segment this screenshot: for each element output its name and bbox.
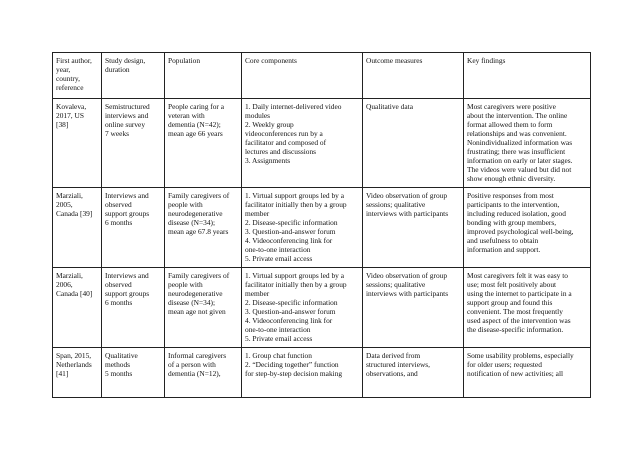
cell-population: People caring for a veteran with dementia (N=42); mean age 66 years: [165, 99, 242, 188]
cell-design: Qualitative methods 5 months: [102, 348, 165, 398]
header-author: First author, year, country, reference: [53, 53, 102, 99]
table-row: [53, 188, 591, 268]
cell-outcomes: Qualitative data: [363, 99, 464, 188]
cell-author: Marziali, 2005, Canada [39]: [53, 188, 102, 268]
cell-population: Family caregivers of people with neurodegenerative disease (N=34); mean age not given: [165, 268, 242, 348]
cell-author: Marziali, 2006, Canada [40]: [53, 268, 102, 348]
studies-table: [52, 52, 591, 398]
header-findings: Key findings: [464, 53, 591, 99]
cell-components: 1. Virtual support groups led by a facilitator initially then by a group member 2. Disease-specific information 3. Question-and-answer forum 4. Videoconferencing link for one-to-one interaction 5. Private email access: [242, 188, 363, 268]
cell-population: Informal caregivers of a person with dementia (N=12),: [165, 348, 242, 398]
cell-design: Interviews and observed support groups 6 months: [102, 268, 165, 348]
table-row: [53, 348, 591, 398]
cell-author: Kovaleva, 2017, US [38]: [53, 99, 102, 188]
cell-findings: Some usability problems, especially for older users; requested notification of new activities; all: [464, 348, 591, 398]
cell-design: Semistructured interviews and online survey 7 weeks: [102, 99, 165, 188]
cell-findings: Most caregivers were positive about the intervention. The online format allowed them to form relationships and was convenient. Nonindividualized information was frustrating; there was insufficient information on early or later stages. The videos were valued but did not show enough ethnic diversity.: [464, 99, 591, 188]
table-header-row: [53, 53, 591, 99]
cell-components: 1. Virtual support groups led by a facilitator initially then by a group member 2. Disease-specific information 3. Question-and-answer forum 4. Videoconferencing link for one-to-one interaction 5. Private email access: [242, 268, 363, 348]
cell-outcomes: Video observation of group sessions; qualitative interviews with participants: [363, 268, 464, 348]
header-outcomes: Outcome measures: [363, 53, 464, 99]
cell-design: Interviews and observed support groups 6 months: [102, 188, 165, 268]
cell-outcomes: Data derived from structured interviews, observations, and: [363, 348, 464, 398]
cell-findings: Positive responses from most participants to the intervention, including reduced isolation, good bonding with group members, improved psychological well-being, and usefulness to obtain information and support.: [464, 188, 591, 268]
header-components: Core components: [242, 53, 363, 99]
table-row: [53, 99, 591, 188]
cell-components: 1. Daily internet-delivered video modules 2. Weekly group videoconferences run by a facilitator and composed of lectures and discussions 3. Assignments: [242, 99, 363, 188]
cell-population: Family caregivers of people with neurodegenerative disease (N=34); mean age 67.8 years: [165, 188, 242, 268]
cell-outcomes: Video observation of group sessions; qualitative interviews with participants: [363, 188, 464, 268]
cell-author: Span, 2015, Netherlands [41]: [53, 348, 102, 398]
cell-components: 1. Group chat function 2. “Deciding together” function for step-by-step decision making: [242, 348, 363, 398]
header-population: Population: [165, 53, 242, 99]
cell-findings: Most caregivers felt it was easy to use; most felt positively about using the internet to participate in a support group and found this convenient. The most frequently used aspect of the intervention was the disease-specific information.: [464, 268, 591, 348]
header-design: Study design, duration: [102, 53, 165, 99]
table-row: [53, 268, 591, 348]
